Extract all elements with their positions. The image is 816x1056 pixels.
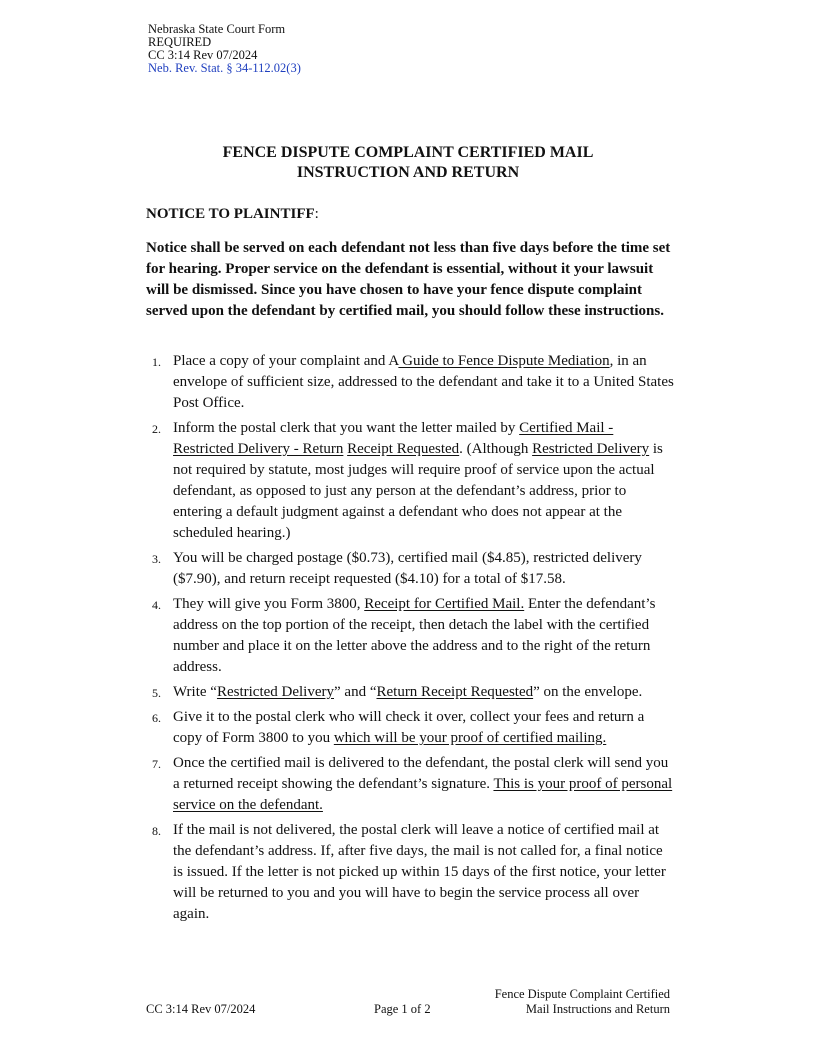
step-text: Inform the postal clerk that you want the letter mailed by bbox=[173, 420, 520, 436]
step-text: If the mail is not delivered, the postal clerk will leave a notice of certified mail at the defendant’s address. If, after five days, the mail is not called for, a final notice is issued. If the letter is not picked up within 15 days of the first notice, your letter will be returned to you and you will have to begin the service process all over again. bbox=[173, 822, 666, 922]
footer-form-id: CC 3:14 Rev 07/2024 bbox=[146, 1002, 256, 1016]
court-form-label: Nebraska State Court Form bbox=[148, 22, 286, 36]
footer-doc-title-line-2: Mail Instructions and Return bbox=[525, 1002, 670, 1016]
footer-doc-title-line-1: Fence Dispute Complaint Certified bbox=[494, 987, 670, 1001]
underlined-text: This is your proof of personal service on the defendant. bbox=[173, 776, 673, 813]
instruction-step bbox=[146, 682, 676, 703]
instruction-step bbox=[146, 548, 676, 590]
step-text: Place a copy of your complaint and A bbox=[173, 353, 399, 369]
footer-doc-title bbox=[495, 987, 670, 1017]
step-number: 6. bbox=[152, 711, 161, 725]
notice-heading bbox=[146, 204, 319, 224]
step-text: Write “ bbox=[173, 684, 217, 700]
title-line-2: INSTRUCTION AND RETURN bbox=[296, 164, 520, 181]
underlined-text: Restricted Delivery bbox=[532, 441, 650, 457]
instruction-step bbox=[146, 418, 676, 544]
footer-page-number: Page 1 of 2 bbox=[374, 1002, 431, 1016]
step-text: You will be charged postage ($0.73), certified mail ($4.85), restricted delivery ($7.90), and return receipt requested ($4.10) for a total of $17.58. bbox=[173, 550, 642, 587]
step-text: Once the certified mail is delivered to the defendant, the postal clerk will send you a returned receipt showing the defendant’s signature. bbox=[173, 755, 669, 792]
instruction-list bbox=[146, 351, 676, 929]
instruction-step bbox=[146, 594, 676, 678]
step-number: 7. bbox=[152, 757, 161, 771]
step-text: Enter the defendant’s address on the top portion of the receipt, then detach the label with the certified number and place it on the letter above the address and to the right of the return address. bbox=[173, 596, 656, 675]
step-text: Give it to the postal clerk who will check it over, collect your fees and return a copy of Form 3800 to you bbox=[173, 709, 645, 746]
step-number: 2. bbox=[152, 422, 161, 436]
underlined-text: Return Receipt Requested bbox=[376, 684, 534, 700]
instruction-step bbox=[146, 820, 676, 925]
step-number: 5. bbox=[152, 686, 161, 700]
underlined-text: Certified Mail - Restricted Delivery - Return bbox=[173, 420, 614, 457]
instruction-step bbox=[146, 707, 676, 749]
instruction-step bbox=[146, 351, 676, 414]
required-label: REQUIRED bbox=[148, 35, 212, 49]
step-text: ” and “ bbox=[334, 684, 377, 700]
step-text: is not required by statute, most judges will require proof of service upon the actual defendant, as opposed to just any person at the defendant’s address, prior to entering a default judgment against a defendant who does not appear at the scheduled hearing.) bbox=[173, 441, 663, 541]
step-number: 3. bbox=[152, 552, 161, 566]
notice-heading-text: NOTICE TO PLAINTIFF bbox=[146, 206, 315, 222]
step-number: 1. bbox=[152, 355, 161, 369]
underlined-text: which will be your proof of certified mailing. bbox=[333, 730, 607, 746]
instruction-step bbox=[146, 753, 676, 816]
step-number: 8. bbox=[152, 824, 161, 838]
statute-link[interactable]: Neb. Rev. Stat. § 34-112.02(3) bbox=[148, 61, 301, 75]
step-text: , in an envelope of sufficient size, addressed to the defendant and take it to a United States Post Office. bbox=[173, 353, 674, 411]
notice-intro: Notice shall be served on each defendant not less than five days before the time set for hearing. Proper service on the defendant is essential, without it your lawsuit will be dismissed. Since you have chosen to have your fence dispute complaint served upon the defendant by certified mail, you should follow these instructions. bbox=[146, 240, 671, 319]
title-line-1: FENCE DISPUTE COMPLAINT CERTIFIED MAIL bbox=[222, 144, 594, 161]
underlined-text: Receipt Requested bbox=[347, 441, 460, 457]
step-text: ” on the envelope. bbox=[533, 684, 643, 700]
page-title bbox=[0, 143, 816, 183]
underlined-text: Restricted Delivery bbox=[216, 684, 334, 700]
step-text: They will give you Form 3800, bbox=[173, 596, 365, 612]
notice-heading-colon: : bbox=[314, 206, 319, 222]
form-header bbox=[148, 23, 301, 75]
step-text: . (Although bbox=[459, 441, 533, 457]
underlined-text: Guide to Fence Dispute Mediation bbox=[398, 353, 610, 369]
step-number: 4. bbox=[152, 598, 161, 612]
underlined-text: Receipt for Certified Mail. bbox=[364, 596, 525, 612]
form-revision: CC 3:14 Rev 07/2024 bbox=[148, 48, 258, 62]
